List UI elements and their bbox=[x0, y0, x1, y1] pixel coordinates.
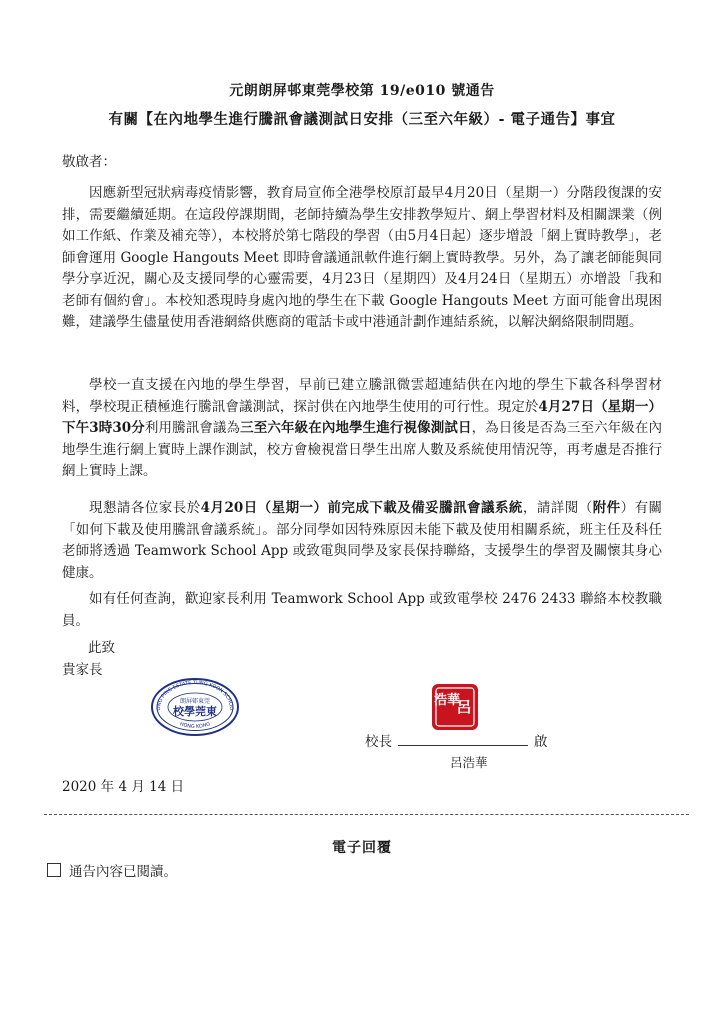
read-confirmation-checkbox[interactable] bbox=[47, 863, 61, 877]
read-confirmation-label: 通告內容已閱讀。 bbox=[69, 864, 177, 880]
paragraph-2 bbox=[62, 375, 662, 483]
svg-text:校學莞東: 校學莞東 bbox=[173, 705, 217, 718]
svg-text:呂: 呂 bbox=[456, 698, 472, 716]
paragraph-3-bold-deadline: 4月20日（星期一）前完成下載及備妥騰訊會議系統 bbox=[200, 500, 523, 516]
paragraph-3-text-c: ，請詳閱（ bbox=[522, 500, 593, 516]
principal-seal-icon bbox=[430, 682, 480, 732]
principal-seal bbox=[430, 682, 480, 736]
principal-label: 校長 bbox=[365, 734, 392, 750]
paragraph-1: 因應新型冠狀病毒疫情影響，教育局宣佈全港學校原訂最早4月20日（星期一）分階段復課的安排，需要繼續延期。在這段停課期間，老師持續為學生安排教學短片、網上學習材料及相關課業（例如工作紙、作業及補充等），本校將於第七階段的學習（由5月4日起）逐步增設「網上實時教學」，老師會運用 Google Hangouts Meet 即時會議通訊軟件進行網上實時教學。另外，為了讓老師能與同學分享近況，關心及支援同學的心靈需要，4月23日（星期四）及4月24日（星期五）亦增設「我和老師有個約會」。本校知悉現時身處內地的學生在下載 Google Hangouts Meet 方面可能會出現困難，建議學生儘量使用香港網絡供應商的電話卡或中港通計劃作連結系統，以解決網絡限制問題。 bbox=[62, 185, 662, 330]
salutation: 敬啟者： bbox=[62, 154, 116, 170]
svg-text:HONG KONG: HONG KONG bbox=[178, 721, 212, 730]
tear-off-divider bbox=[44, 814, 689, 815]
notice-date: 2020 年 4 月 14 日 bbox=[62, 779, 185, 795]
addressee: 貴家長 bbox=[62, 662, 103, 678]
principal-name: 呂浩華 bbox=[450, 755, 488, 770]
paragraph-2-text-c: 利用騰訊會議為 bbox=[144, 420, 241, 436]
paragraph-2-bold-event: 三至六年級在內地學生進行視像測試日 bbox=[240, 420, 472, 436]
principal-end: 啟 bbox=[534, 734, 548, 750]
reply-title: 電子回覆 bbox=[332, 840, 392, 856]
reply-checkbox-row[interactable] bbox=[47, 860, 177, 880]
school-stamp-icon bbox=[150, 677, 240, 737]
paragraph-4: 如有任何查詢，歡迎家長利用 Teamwork School App 或致電學校 2476 2433 聯絡本校教職員。 bbox=[62, 591, 662, 629]
paragraph-3 bbox=[62, 498, 662, 584]
paragraph-2-text-e: ，為日後是否為三至六年級在內地學生進行網上實時上課作測試，校方會檢視當日學生出席人數及系統使用情況等，再考慮是否推行網上實時上課。 bbox=[62, 420, 663, 479]
paragraph-3-bold-attachment: 附件 bbox=[592, 500, 621, 516]
paragraph-2-text-a: 學校一直支援在內地的學生學習，早前已建立騰訊微雲超連結供在內地的學生下載各科學習材料，學校現正積極進行騰訊會議測試，探討供在內地學生使用的可行性。現定於 bbox=[62, 377, 662, 415]
notice-title: 元朗朗屏邨東莞學校第 19/e010 號通告 bbox=[229, 83, 495, 99]
principal-signature-line bbox=[365, 730, 548, 750]
signature-blank bbox=[398, 731, 528, 746]
notice-subtitle: 有關【在內地學生進行騰訊會議測試日安排（三至六年級）- 電子通告】事宜 bbox=[108, 111, 616, 128]
closing: 此致 bbox=[88, 640, 115, 656]
paragraph-2-bold-date: 4月27日（星期一）下午3時30分 bbox=[62, 398, 662, 436]
svg-text:朗屏邨東莞: 朗屏邨東莞 bbox=[179, 698, 211, 705]
svg-text:浩華: 浩華 bbox=[433, 693, 461, 708]
paragraph-3-text-e: ）有關「如何下載及使用騰訊會議系統」。部分同學如因特殊原因未能下載及使用相關系統，班主任及科任老師將透過 Teamwork School App 或致電與同學及家長保持聯絡，支援學生的學習及關懷其身心健康。 bbox=[62, 500, 663, 581]
school-stamp bbox=[150, 677, 240, 741]
svg-text:LONG PING ESTATE TUNG KOON SCH: ONG PING ESTATE TUNG KOON SCHOO bbox=[155, 679, 235, 711]
paragraph-3-text-a: 現懇請各位家長於 bbox=[89, 500, 201, 516]
